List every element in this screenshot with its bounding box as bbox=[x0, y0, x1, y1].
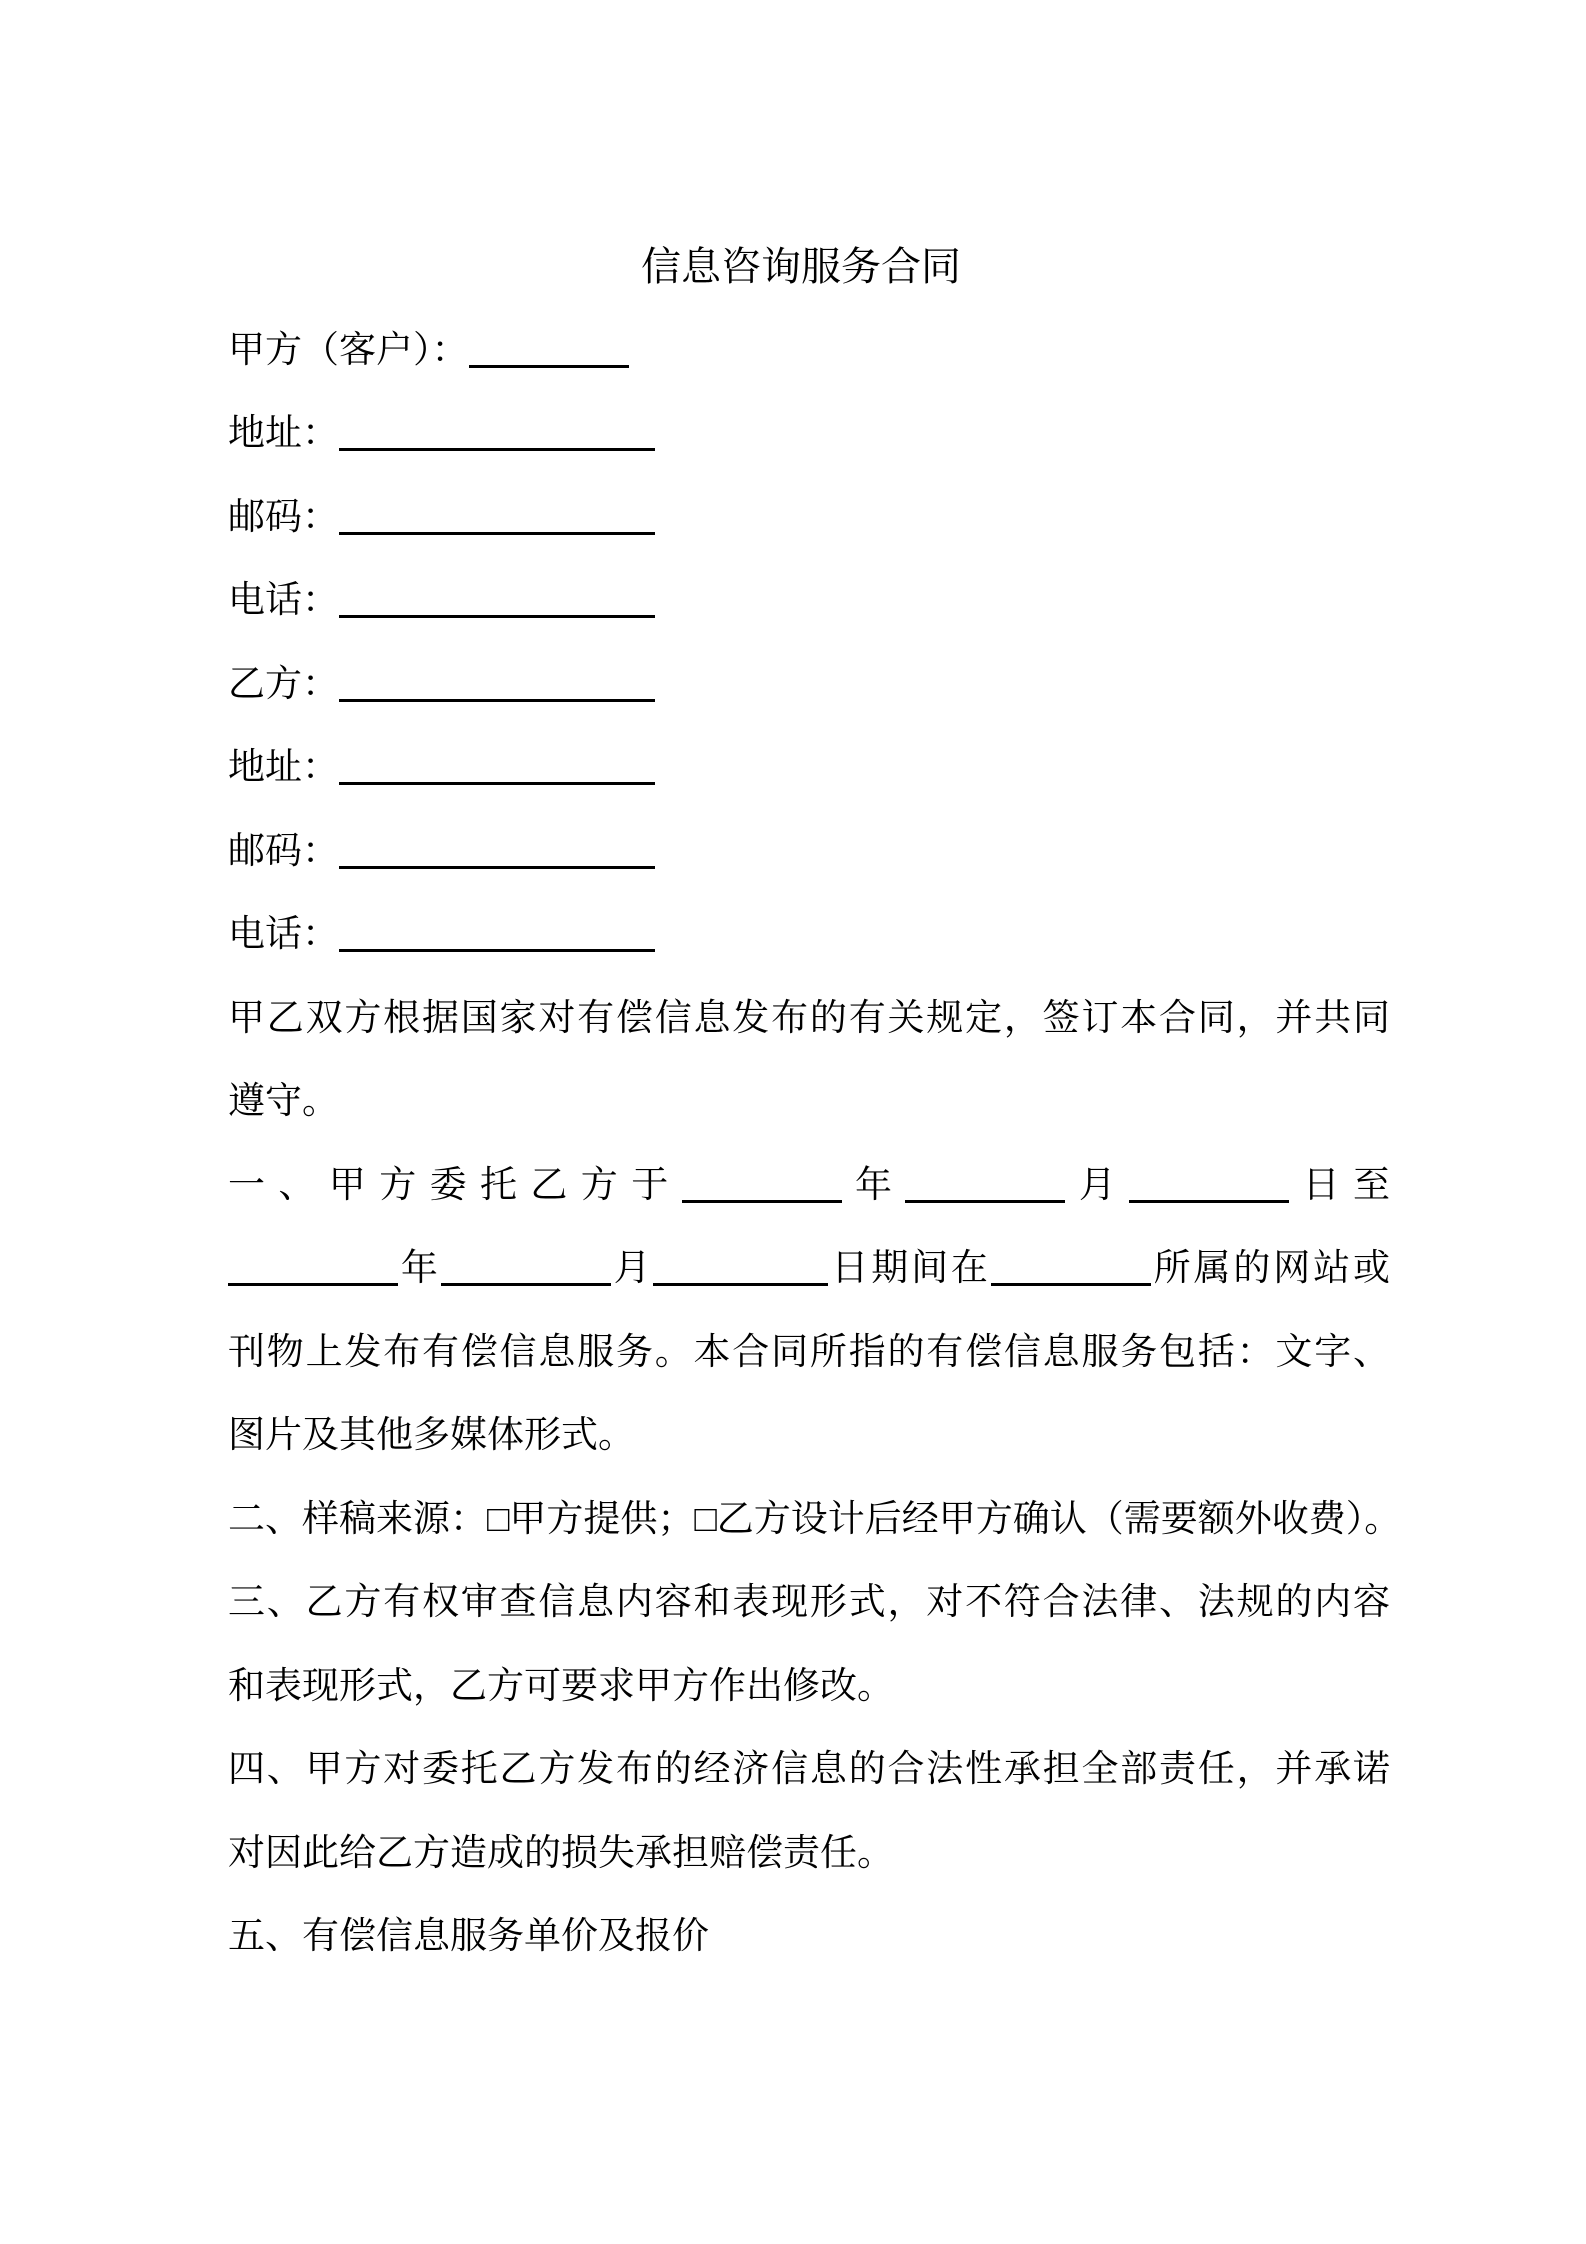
party-field-row bbox=[228, 559, 1390, 643]
party-field-row bbox=[228, 309, 1390, 393]
party-field-row bbox=[228, 893, 1390, 977]
party-field-row bbox=[228, 810, 1390, 894]
blank-line bbox=[339, 689, 655, 702]
address-label: 地址： bbox=[228, 747, 339, 788]
clause-one-line: 年 月 日期间在 所属的网站或 bbox=[228, 1227, 1390, 1311]
blank-line bbox=[682, 1190, 842, 1203]
postcode-label: 邮码： bbox=[228, 830, 339, 872]
blank-line bbox=[905, 1190, 1065, 1203]
clause-three-line: 三、乙方有权审查信息内容和表现形式，对不符合法律、法规的内容 bbox=[228, 1582, 1390, 1623]
intro-paragraph-line: 遵守。 bbox=[228, 1081, 339, 1122]
clause-three-line: 和表现形式，乙方可要求甲方作出修改。 bbox=[228, 1665, 894, 1707]
blank-line bbox=[653, 1273, 828, 1286]
blank-line bbox=[339, 605, 655, 618]
blank-line bbox=[339, 856, 655, 869]
blank-line bbox=[339, 772, 655, 785]
blank-line bbox=[441, 1273, 611, 1286]
clause-four-line: 四、甲方对委托乙方发布的经济信息的合法性承担全部责任，并承诺 bbox=[228, 1749, 1390, 1790]
party-b-label: 乙方： bbox=[228, 663, 339, 705]
blank-line bbox=[339, 438, 655, 451]
address-label: 地址： bbox=[228, 413, 339, 454]
blank-line bbox=[339, 522, 655, 535]
blank-line bbox=[469, 355, 629, 368]
phone-label: 电话： bbox=[228, 914, 339, 955]
party-field-row bbox=[228, 643, 1390, 727]
clause-four-line: 对因此给乙方造成的损失承担赔偿责任。 bbox=[228, 1832, 894, 1874]
blank-line bbox=[228, 1273, 398, 1286]
party-a-label: 甲方（客户）： bbox=[228, 329, 469, 371]
clause-one-line: 刊物上发布有偿信息服务。本合同所指的有偿信息服务包括：文字、 bbox=[228, 1331, 1390, 1373]
blank-line bbox=[339, 939, 655, 952]
party-field-row bbox=[228, 726, 1390, 810]
blank-line bbox=[991, 1273, 1151, 1286]
clause-five-line: 五、有偿信息服务单价及报价 bbox=[228, 1916, 709, 1957]
intro-paragraph-line: 甲乙双方根据国家对有偿信息发布的有关规定，签订本合同，并共同 bbox=[228, 997, 1390, 1039]
postcode-label: 邮码： bbox=[228, 496, 339, 538]
phone-label: 电话： bbox=[228, 580, 339, 621]
clause-one-line: 一、甲方委托乙方于 年 月 日至 bbox=[228, 1164, 1391, 1206]
blank-line bbox=[1129, 1190, 1289, 1203]
party-field-row bbox=[228, 392, 1390, 476]
document-title: 信息咨询服务合同 bbox=[641, 244, 961, 289]
clause-two-line: 二、样稿来源：□甲方提供；□乙方设计后经甲方确认（需要额外收费）。 bbox=[228, 1498, 1402, 1540]
clause-one-line: 图片及其他多媒体形式。 bbox=[228, 1415, 635, 1456]
party-field-row bbox=[228, 476, 1390, 560]
